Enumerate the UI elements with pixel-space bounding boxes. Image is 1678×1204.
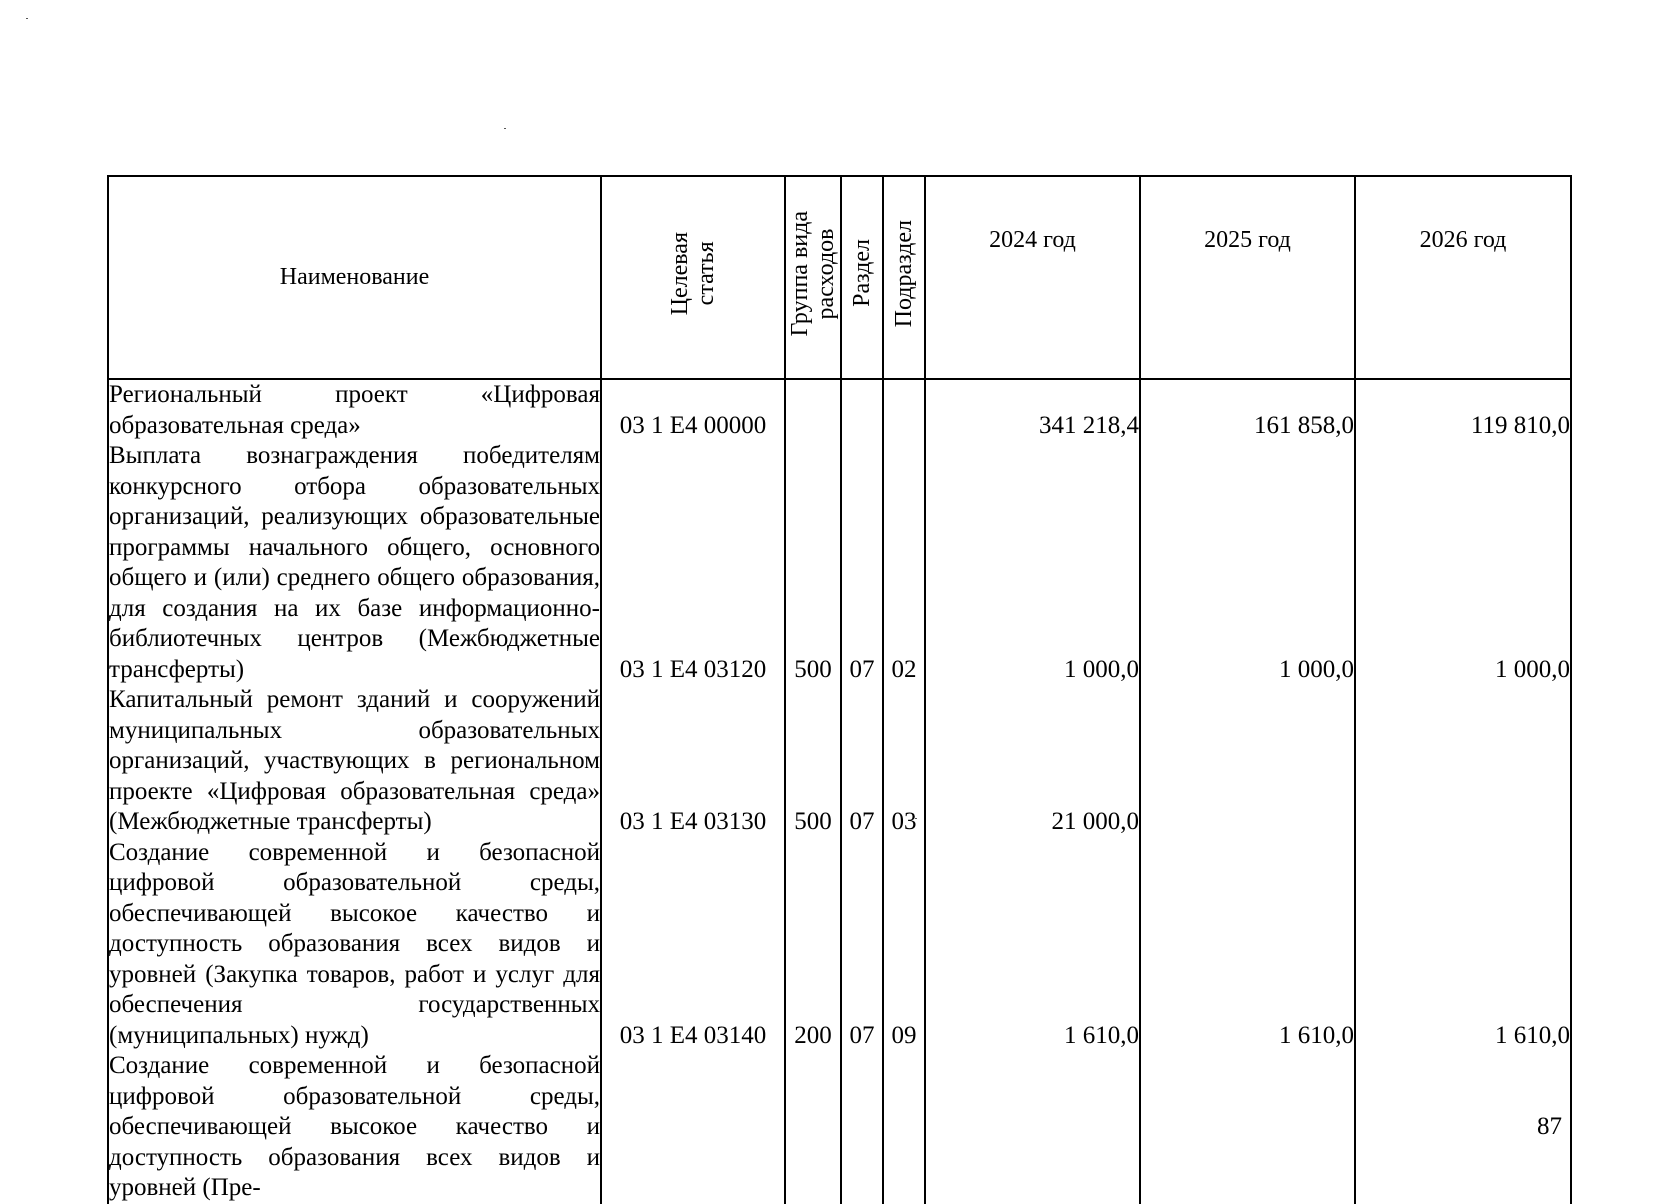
row-2026: 1 000,0 [1355, 441, 1571, 685]
row-section: 07 [841, 441, 883, 685]
table-row [108, 441, 1571, 685]
row-group: 500 [785, 441, 841, 685]
row-2025 [1140, 685, 1355, 838]
row-2024: 1 000,0 [925, 441, 1140, 685]
budget-table [107, 175, 1572, 1204]
row-section: 07 [841, 685, 883, 838]
row-section [841, 1051, 883, 1204]
header-expense-group: Группа вида расходов [785, 176, 841, 379]
header-2024: 2024 год [925, 176, 1140, 379]
row-code: 03 1 Е4 03140 [601, 838, 785, 1052]
row-group [785, 379, 841, 441]
row-name: Создание современной и безопасной цифровой образовательной среды, обеспечивающей высокое качество и доступность образования всех видов и уровней (Пре- [108, 1051, 601, 1204]
row-section: 07 [841, 838, 883, 1052]
row-name: Выплата вознаграждения победителям конкурсного отбора образовательных организаций, реализующих образовательные программы начального общего, основного общего и (или) среднего общего образования, для создания на их базе информационно-библиотечных центров (Межбюджетные трансферты) [108, 441, 601, 685]
page-number: 87 [1537, 1113, 1562, 1140]
header-2026: 2026 год [1355, 176, 1571, 379]
header-name: Наименование [108, 176, 601, 379]
header-2025: 2025 год [1140, 176, 1355, 379]
row-2026 [1355, 685, 1571, 838]
header-section: Раздел [841, 176, 883, 379]
row-2024: 21 000,0 [925, 685, 1140, 838]
row-2025: 161 858,0 [1140, 379, 1355, 441]
row-section [841, 379, 883, 441]
row-code [601, 1051, 785, 1204]
row-subsection: 02 [883, 441, 925, 685]
row-2024 [925, 1051, 1140, 1204]
row-subsection: 09 [883, 838, 925, 1052]
row-2024: 341 218,4 [925, 379, 1140, 441]
row-group: 200 [785, 838, 841, 1052]
row-2025 [1140, 1051, 1355, 1204]
table-row [108, 1051, 1571, 1204]
row-subsection [883, 379, 925, 441]
table-row [108, 838, 1571, 1052]
header-target-article: Целевая статья [601, 176, 785, 379]
row-2025: 1 000,0 [1140, 441, 1355, 685]
row-2026: 1 610,0 [1355, 838, 1571, 1052]
table-row [108, 379, 1571, 441]
row-code: 03 1 Е4 03120 [601, 441, 785, 685]
row-group: 500 [785, 685, 841, 838]
row-name: Создание современной и безопасной цифровой образовательной среды, обеспечивающей высокое качество и доступность образования всех видов и уровней (Закупка товаров, работ и услуг для обеспечения государственных (муниципальных) нужд) [108, 838, 601, 1052]
row-2024: 1 610,0 [925, 838, 1140, 1052]
header-subsection: Подраздел [883, 176, 925, 379]
row-subsection: 03 [883, 685, 925, 838]
row-name: Капитальный ремонт зданий и сооружений муниципальных образовательных организаций, участвующих в региональном проекте «Цифровая образовательная среда» (Межбюджетные трансферты) [108, 685, 601, 838]
row-2025: 1 610,0 [1140, 838, 1355, 1052]
row-group [785, 1051, 841, 1204]
row-subsection [883, 1051, 925, 1204]
table-header-row [108, 176, 1571, 379]
row-name: Региональный проект «Цифровая образовательная среда» [108, 379, 601, 441]
row-code: 03 1 Е4 03130 [601, 685, 785, 838]
row-2026: 119 810,0 [1355, 379, 1571, 441]
table-row [108, 685, 1571, 838]
row-code: 03 1 Е4 00000 [601, 379, 785, 441]
